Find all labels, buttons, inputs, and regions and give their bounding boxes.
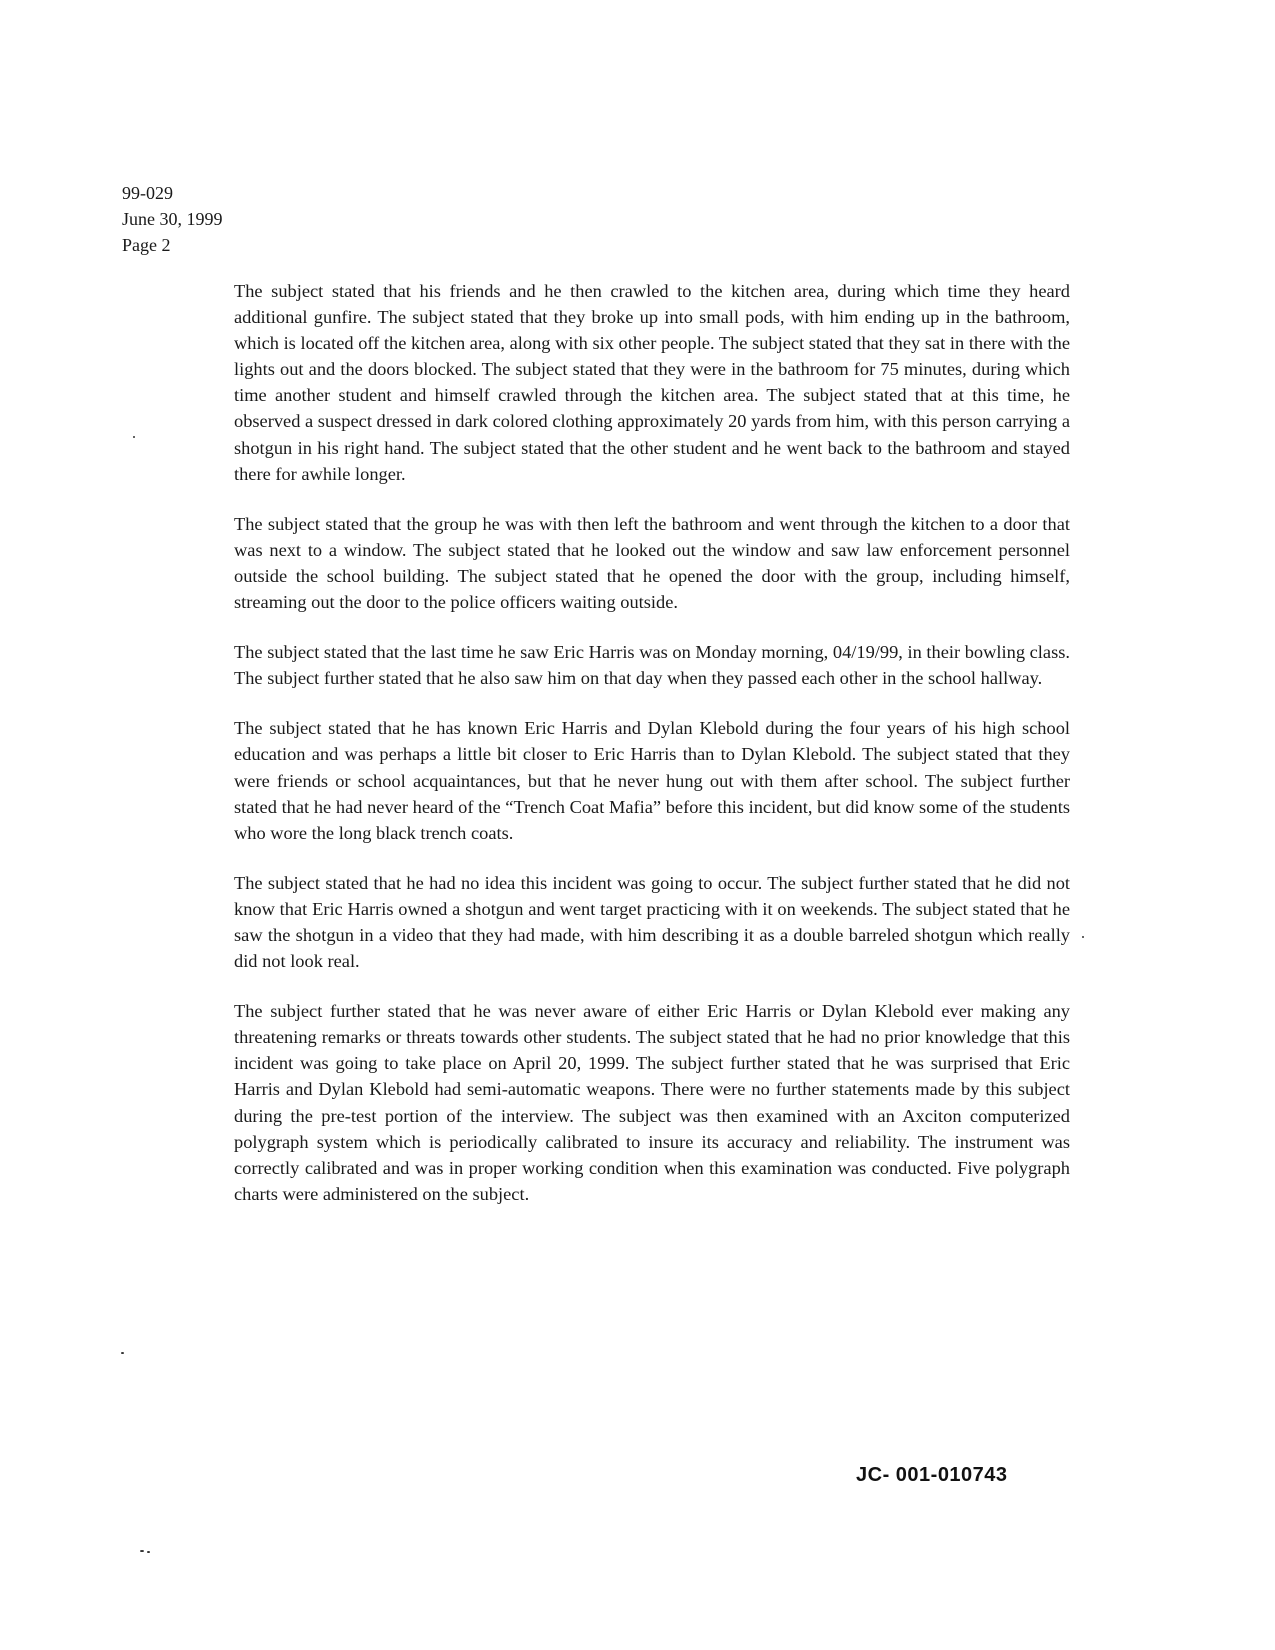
paragraph-5: The subject stated that he had no idea this incident was going to occur. The subject further stated that he did not know that Eric Harris owned a shotgun and went target practicing with it on weekends. The subject stated that he saw the shotgun in a video that they had made, with him describing it as a double barreled shotgun which really did not look real. [234,872,1070,972]
bates-number: JC- 001-010743 [856,1464,1008,1486]
document-date: June 30, 1999 [122,209,223,229]
scan-speck [1082,936,1084,938]
document-header [122,180,223,258]
paragraph-4: The subject stated that he has known Eric Harris and Dylan Klebold during the four years of his high school education and was perhaps a little bit closer to Eric Harris than to Dylan Klebold. The subject stated that they were friends or school acquaintances, but that he never hung out with them after school. The subject further stated that he had never heard of the “Trench Coat Mafia” before this incident, but did know some of the students who wore the long black trench coats. [234,718,1070,843]
paragraph-1: The subject stated that his friends and he then crawled to the kitchen area, during which time they heard additional gunfire. The subject stated that they broke up into small pods, with him ending up in the bathroom, which is located off the kitchen area, along with six other people. The subject stated that they sat in there with the lights out and the doors blocked. The subject stated that they were in the bathroom for 75 minutes, during which time another student and himself crawled through the kitchen area. The subject stated that at this time, he observed a suspect dressed in dark colored clothing approximately 20 yards from him, with this person carrying a shotgun in his right hand. The subject stated that the other student and he went back to the bathroom and stayed there for awhile longer. [234,281,1070,484]
document-body [234,278,1070,1231]
scan-speck [147,1551,150,1553]
scan-speck [133,436,135,438]
case-number: 99-029 [122,183,173,203]
paragraph-2: The subject stated that the group he was with then left the bathroom and went through the kitchen to a door that was next to a window. The subject stated that he looked out the window and saw law enforcement personnel outside the school building. The subject stated that he opened the door with the group, including himself, streaming out the door to the police officers waiting outside. [234,513,1070,613]
page-number: Page 2 [122,235,171,255]
scan-speck [121,1352,124,1354]
scan-speck [140,1550,144,1552]
paragraph-3: The subject stated that the last time he saw Eric Harris was on Monday morning, 04/19/99, in their bowling class. The subject further stated that he also saw him on that day when they passed each other in the school hallway. [234,642,1070,689]
paragraph-6: The subject further stated that he was never aware of either Eric Harris or Dylan Klebold ever making any threatening remarks or threats towards other students. The subject stated that he had no prior knowledge that this incident was going to take place on April 20, 1999. The subject further stated that he was surprised that Eric Harris and Dylan Klebold had semi-automatic weapons. There were no further statements made by this subject during the pre-test portion of the interview. The subject was then examined with an Axciton computerized polygraph system which is periodically calibrated to insure its accuracy and reliability. The instrument was correctly calibrated and was in proper working condition when this examination was conducted. Five polygraph charts were administered on the subject. [234,1001,1070,1204]
